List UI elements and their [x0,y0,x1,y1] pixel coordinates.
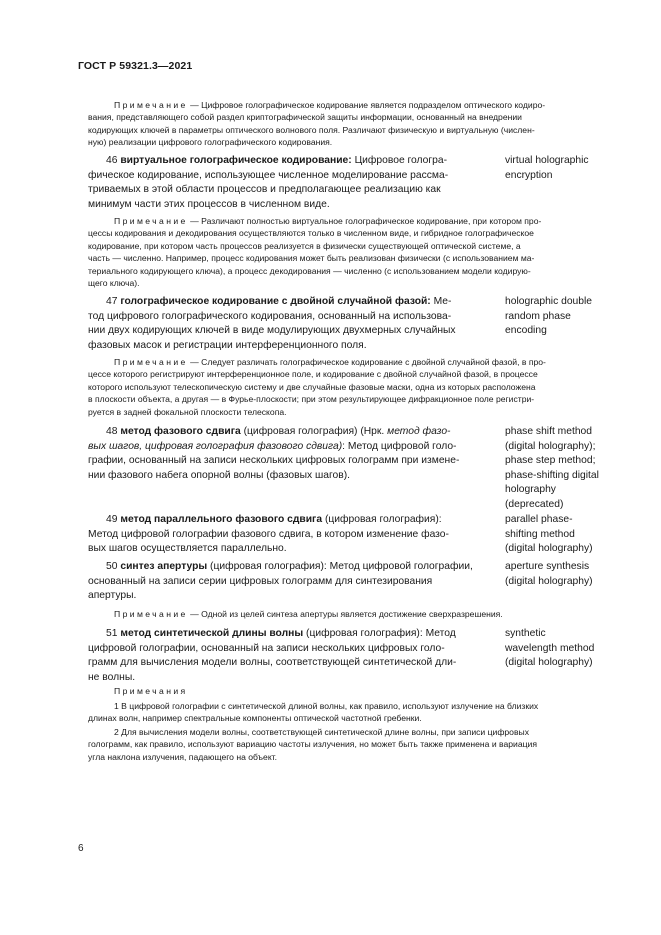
note-aperture-synthesis: Примечание — Одной из целей синтеза апертуры является достижение сверхразрешения. [114,609,503,619]
term-49-name: метод параллельного фазового сдвига [120,514,323,525]
term-46-name: виртуальное голографическое кодирование: [120,155,352,166]
term-48-name: метод фазового сдвига [120,426,241,437]
term-47-definition: 47 голографическое кодирование с двойной случайной фазой: Ме- тод цифрового голографического кодирования, основанный на использова- нии двух кодирующих ключей в виде модулирующих двухмерных случайных фазовых масок и регистрации интерференционного поля. [88,296,456,351]
final-note-2: 2 Для вычисления модели волны, соответствующей синтетической длине волны, при записи цифровых голограмм, как правило, используют вариацию частоты излучения, но может быть также применена и вариация угла наклона излучения, падающего на объект. [88,727,538,762]
final-note-1: 1 В цифровой голографии с синтетической длиной волны, как правило, используют излучение на близких длинах волн, например спектральные компоненты оптической частотной гребенки. [88,701,539,724]
term-51-name: метод синтетической длины волны [120,628,304,639]
term-51-english: synthetic wavelength method (digital holography) [505,628,595,669]
term-46-english: virtual holographic encryption [505,155,589,181]
note-double-random-phase: Примечание — Следует различать голографическое кодирование с двойной случайной фазой, в про- цессе которого регистрируют интерференционное поле, и кодирование с двойной случайной фазой, в процессе которого используют телескопическую систему и две случайные фазовые маски, одна из которых расположена в плоскости объекта, а другая — в Фурье-плоскости; при этом результирующее дифракционное поле регистри- руется в задней фокальной плоскости телескопа. [88,357,546,417]
term-47-english: holographic double random phase encoding [505,296,593,337]
term-49-english: parallel phase- shifting method (digital holography) [505,514,593,555]
term-48-definition: 48 метод фазового сдвига (цифровая голография) (Нрк. метод фазо- вых шагов, цифровая голография фазового сдвига): Метод цифровой голо- графии, основанный на записи нескольких цифровых голограмм при измене- нии фазового набега опорной волны (фазовых шагов). [88,426,460,481]
term-47-name: голографическое кодирование с двойной случайной фазой: [120,296,431,307]
term-50-definition: 50 синтез апертуры (цифровая голография): Метод цифровой голографии, основанный на записи серии цифровых голограмм для синтезирования апертуры. [88,561,473,602]
note-virtual-encoding: Примечание — Различают полностью виртуальное голографическое кодирование, при котором про- цессы кодирования и декодирования осуществляются только в численном виде, и гибридное голографическое кодирование, при котором часть процессов реализуется в физически существующей оптической системе, а часть — численно. Например, процесс кодирования может быть реализован физически (с использованием ма- териального кодирующего ключа), а процесс декодирования — численно (с использованием модели кодирую- щего ключа). [88,216,542,289]
term-50-name: синтез апертуры [120,561,208,572]
term-46-definition: 46 виртуальное голографическое кодирование: Цифровое гологра- фическое кодирование, использующее численное моделирование рассма- триваемых в этой области процессов и предполагающее реализацию как минимум части этих процессов в численном виде. [88,155,449,210]
note-label: Примечание [114,100,188,110]
term-50-english: aperture synthesis (digital holography) [505,561,593,587]
term-48-english: phase shift method (digital holography); phase step method; phase-shifting digital holography (deprecated) [505,426,599,510]
notes-heading: Примечания [114,686,188,696]
term-51-definition: 51 метод синтетической длины волны (цифровая голография): Метод цифровой голографии, основанный на записи нескольких цифровых голо- грамм для вычисления модели волны, соответствующей синтетической дли- не волны. [88,628,457,683]
page-number: 6 [78,843,84,854]
note-digital-holographic-encoding: Примечание — Цифровое голографическое кодирование является подразделом оптического кодиро- вания, представляющего собой раздел криптографической защиты информации, основанный на внедрении кодирующих ключей в параметры оптического волнового поля. Различают физическую и виртуальную (числен- ную) реализации цифрового голографического кодирования. [88,100,546,148]
term-49-definition: 49 метод параллельного фазового сдвига (цифровая голография): Метод цифровой голографии фазового сдвига, в котором изменение фазо- вых шагов осуществляется параллельно. [88,514,449,555]
standard-designation: ГОСТ Р 59321.3—2021 [78,60,193,72]
